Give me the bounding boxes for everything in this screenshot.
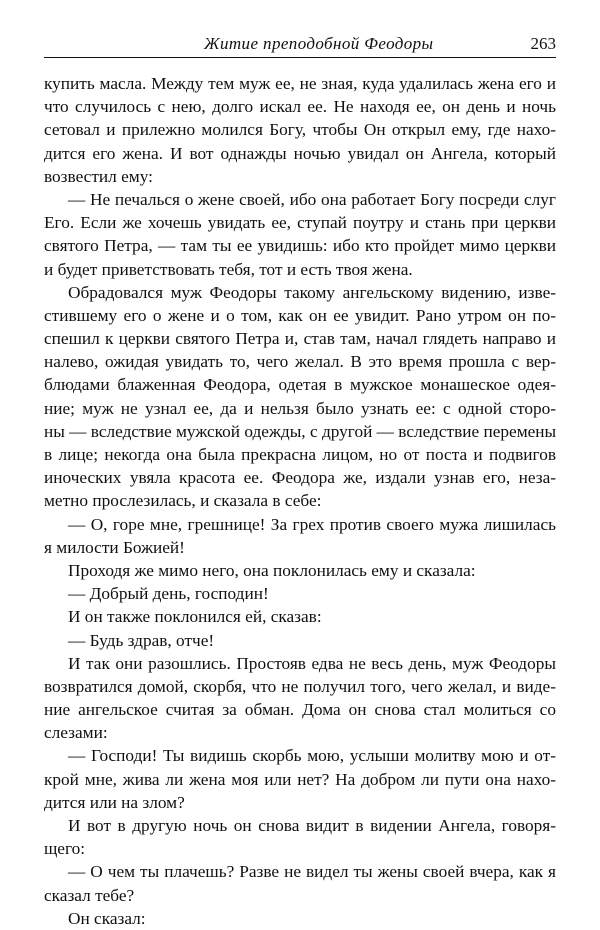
text-line: Его. Если же хочешь увидать ее, ступай поутру и стань при церкви (44, 213, 556, 233)
text-line: — Будь здрав, отче! (68, 630, 215, 650)
text-line: И вот в другую ночь он снова видит в видении Ангела, говоря- (68, 816, 556, 835)
text-line: сказал тебе? (44, 885, 135, 905)
text-line: купить масла. Между тем муж ее, не зная, куда удалилась жена его и (44, 74, 556, 93)
text-line: слезами: (44, 723, 108, 743)
text-line: — Не печалься о жене своей, ибо она работает Богу посреди слуг (68, 189, 556, 209)
text-line: стившему его о жене и о том, как он ее увидит. Рано утром он по- (44, 305, 556, 325)
running-title: Житие преподобной Феодоры (204, 34, 434, 53)
text-line: Он сказал: (68, 908, 146, 928)
text-line: иноческих увяла красота ее. Феодора же, издали узнав его, неза- (44, 468, 556, 488)
text-line: Обрадовался муж Феодоры такому ангельскому видению, изве- (68, 282, 556, 302)
text-line: — О, горе мне, грешнице! За грех против своего мужа лишилась (68, 514, 556, 534)
text-line: дится его жена. И вот однажды ночью увидал он Ангела, который (44, 143, 556, 163)
body-text (44, 72, 556, 930)
text-line: крой мне, жива ли жена моя или нет? На добром ли пути она нахо- (44, 769, 556, 789)
text-line: я милости Божией! (44, 537, 185, 557)
text-line: Проходя же мимо него, она поклонилась ему и сказала: (68, 560, 476, 580)
text-line: спешил к церкви святого Петра и, став там, начал глядеть направо и (44, 329, 556, 349)
text-line: блюдами блаженная Феодора, одетая в мужское монашеское одея- (44, 375, 556, 395)
text-line: в лице; некогда она была прекрасна лицом, но от поста и подвигов (44, 445, 556, 464)
text-line: возвратился домой, скорбя, что не получил того, чего желал, и виде- (44, 676, 556, 696)
text-line: щего: (44, 839, 86, 859)
text-line: и будет приветствовать тебя, тот и есть твоя жена. (44, 259, 413, 279)
text-line: ние ангельское считая за обман. Дома он снова стал молиться со (44, 700, 556, 720)
text-line: — Господи! Ты видишь скорбь мою, услыши молитву мою и от- (68, 746, 556, 766)
text-line: ние; муж не узнал ее, да и нельзя было узнать ее: с одной сторо- (44, 398, 556, 418)
text-line: И он также поклонился ей, сказав: (68, 607, 322, 627)
running-header (44, 34, 556, 54)
page-number: 263 (530, 34, 556, 53)
text-line: что случилось с нею, долго искал ее. Не находя ее, он день и ночь (44, 97, 556, 117)
text-line: ны — вследствие мужской одежды, с другой — вследствие перемены (44, 421, 557, 441)
text-line: возвестил ему: (44, 166, 153, 186)
text-line: И так они разошлись. Простояв едва не весь день, муж Феодоры (68, 653, 556, 673)
text-line: сетовал и прилежно молился Богу, чтобы Он открыл ему, где нахо- (44, 120, 556, 140)
text-line: — Добрый день, господин! (68, 584, 269, 604)
text-line: метно прослезилась, и сказала в себе: (44, 491, 322, 511)
text-line: — О чем ты плачешь? Разве не видел ты жены своей вчера, как я (68, 862, 556, 882)
header-rule (44, 57, 556, 58)
text-line: святого Петра, — там ты ее увидишь: ибо кто пройдет мимо церкви (44, 236, 556, 256)
text-line: дится или на злом? (44, 792, 185, 812)
text-line: налево, ожидая увидать то, чего желал. В это время прошла с вер- (44, 352, 556, 372)
